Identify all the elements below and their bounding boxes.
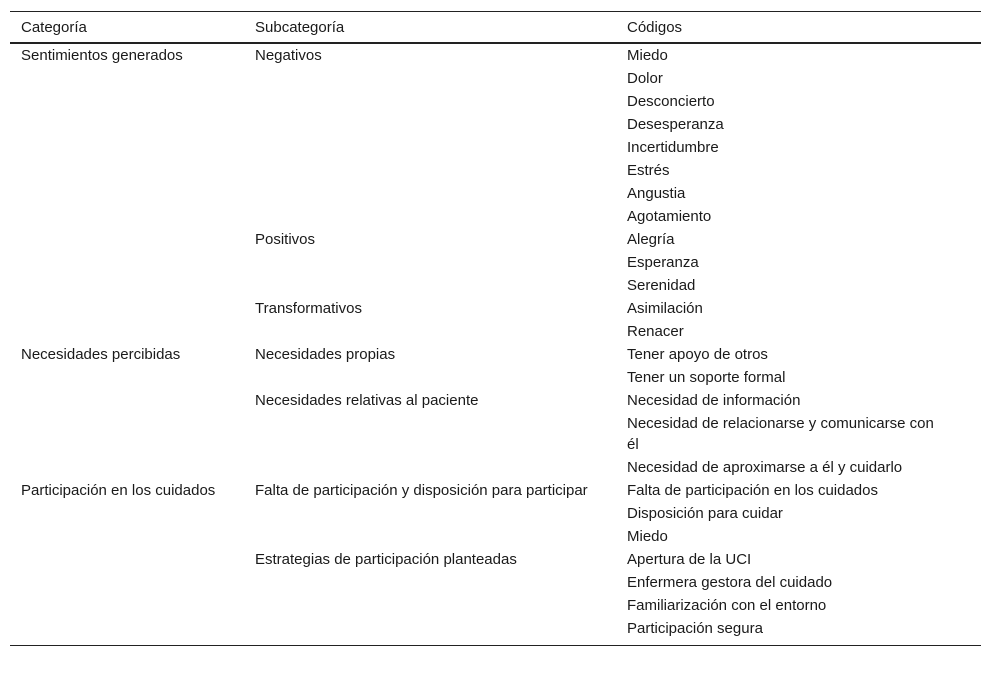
cell-subcategory [244, 320, 616, 343]
table-row [10, 548, 981, 571]
cell-category [10, 113, 244, 136]
cell-category [10, 228, 244, 251]
cell-category [10, 571, 244, 594]
table-row [10, 343, 981, 366]
table-row [10, 366, 981, 389]
cell-code: Necesidad de información [627, 392, 801, 409]
cell-category [10, 389, 244, 412]
cell-code: Asimilación [627, 300, 703, 317]
cell-code: Falta de participación en los cuidados [627, 482, 878, 499]
cell-code: Serenidad [627, 277, 696, 294]
header-category: Categoría [10, 12, 244, 44]
cell-subcategory [244, 525, 616, 548]
table-body [10, 43, 981, 646]
cell-code: Desconcierto [627, 93, 715, 110]
cell-code: Esperanza [627, 254, 699, 271]
header-subcategory: Subcategoría [244, 12, 616, 44]
cell-subcategory: Estrategias de participación planteadas [255, 551, 517, 568]
table-row [10, 67, 981, 90]
table-row [10, 182, 981, 205]
cell-code: Participación segura [616, 617, 981, 646]
cell-category [10, 456, 244, 479]
cell-code: Tener un soporte formal [627, 369, 786, 386]
table-row [10, 205, 981, 228]
cell-subcategory: Falta de participación y disposición para participar [255, 482, 588, 499]
cell-subcategory [244, 617, 616, 646]
cell-subcategory [244, 205, 616, 228]
cell-subcategory: Positivos [255, 231, 316, 248]
cell-subcategory [244, 67, 616, 90]
cell-subcategory [244, 274, 616, 297]
cell-code: Angustia [627, 185, 686, 202]
cell-category [10, 182, 244, 205]
codes-table [10, 11, 981, 646]
cell-subcategory [244, 366, 616, 389]
table-row [10, 136, 981, 159]
cell-code: Dolor [627, 70, 663, 87]
cell-category [10, 320, 244, 343]
cell-subcategory [244, 502, 616, 525]
table-row [10, 297, 981, 320]
cell-code: Renacer [627, 323, 684, 340]
cell-category [10, 617, 244, 646]
cell-subcategory: Necesidades propias [255, 346, 396, 363]
table-header [10, 12, 981, 44]
cell-category [10, 205, 244, 228]
table-row [10, 617, 981, 646]
cell-code: Necesidad de aproximarse a él y cuidarlo [627, 459, 903, 476]
cell-category [10, 594, 244, 617]
cell-subcategory [244, 251, 616, 274]
cell-subcategory [244, 571, 616, 594]
table-row [10, 228, 981, 251]
cell-category [10, 67, 244, 90]
cell-subcategory [244, 90, 616, 113]
cell-category: Participación en los cuidados [21, 482, 216, 499]
cell-subcategory [244, 113, 616, 136]
header-row [10, 12, 981, 44]
cell-category [10, 136, 244, 159]
cell-code: Enfermera gestora del cuidado [627, 574, 833, 591]
cell-code: Tener apoyo de otros [627, 346, 768, 363]
cell-code: Miedo [627, 528, 668, 545]
header-codes: Códigos [616, 12, 981, 44]
cell-code: Estrés [627, 162, 670, 179]
cell-code: Familiarización con el entorno [627, 597, 827, 614]
cell-category [10, 297, 244, 320]
table-row [10, 456, 981, 479]
cell-subcategory: Transformativos [255, 300, 362, 317]
cell-code: Alegría [627, 231, 675, 248]
cell-category: Sentimientos generados [21, 47, 183, 64]
cell-category: Necesidades percibidas [21, 346, 181, 363]
cell-subcategory [244, 456, 616, 479]
table-row [10, 412, 981, 456]
table-row [10, 251, 981, 274]
cell-category [10, 366, 244, 389]
cell-category [10, 502, 244, 525]
cell-subcategory [244, 182, 616, 205]
table-row [10, 594, 981, 617]
cell-category [10, 412, 244, 456]
table-row [10, 571, 981, 594]
table-row [10, 502, 981, 525]
cell-subcategory [244, 412, 616, 456]
table-row [10, 159, 981, 182]
table-row [10, 320, 981, 343]
cell-code: Desesperanza [627, 116, 724, 133]
cell-category [10, 274, 244, 297]
cell-subcategory: Negativos [255, 47, 322, 64]
table-row [10, 90, 981, 113]
cell-code: Miedo [627, 47, 668, 64]
cell-subcategory [244, 159, 616, 182]
cell-code: Disposición para cuidar [627, 505, 783, 522]
cell-subcategory [244, 594, 616, 617]
cell-category [10, 525, 244, 548]
table-row [10, 274, 981, 297]
cell-code: Apertura de la UCI [627, 551, 752, 568]
cell-category [10, 548, 244, 571]
table-row [10, 389, 981, 412]
cell-code: Necesidad de relacionarse y comunicarse con él [627, 415, 934, 453]
table-row [10, 479, 981, 502]
table-row [10, 43, 981, 67]
codes-table-container [10, 11, 981, 646]
table-row [10, 113, 981, 136]
table-row [10, 525, 981, 548]
cell-code: Incertidumbre [627, 139, 719, 156]
cell-subcategory: Necesidades relativas al paciente [255, 392, 479, 409]
cell-category [10, 90, 244, 113]
cell-code: Agotamiento [627, 208, 712, 225]
cell-category [10, 159, 244, 182]
cell-subcategory [244, 136, 616, 159]
cell-category [10, 251, 244, 274]
